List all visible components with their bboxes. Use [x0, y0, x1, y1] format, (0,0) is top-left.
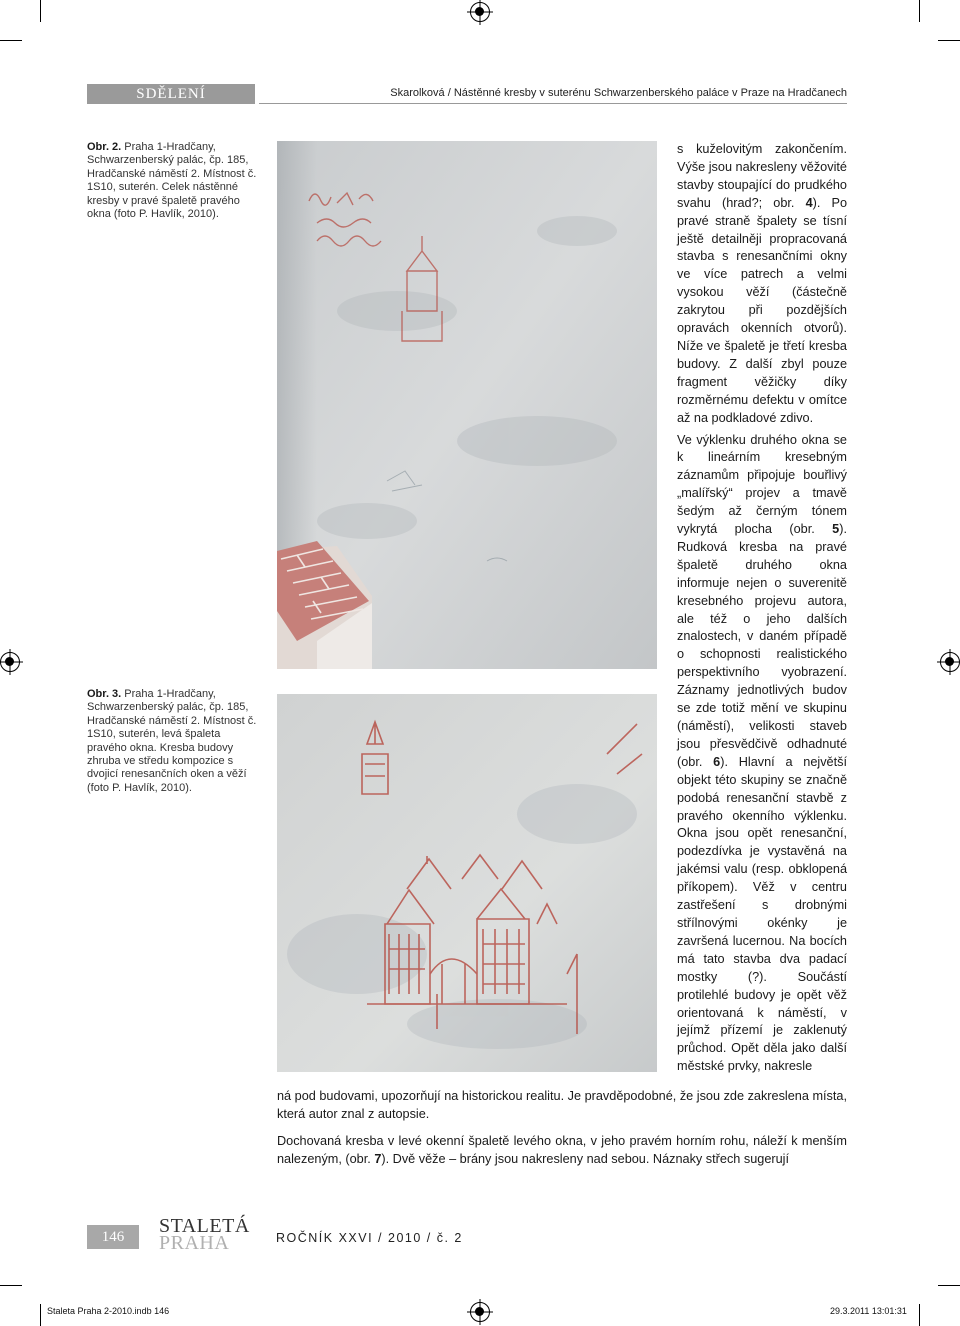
paragraph [677, 432, 847, 1077]
text-run: s kuželovitým zakončením. Výše jsou nakresleny věžovité stavby stoupající do prudkého svahu (hrad?; obr. [677, 142, 847, 210]
building-drawing-graphic [277, 694, 657, 1072]
crop-mark [40, 1304, 41, 1326]
text-run: Dochovaná kresba v levé okenní špaletě levého okna, v jeho pravém horním rohu, náleží k menším nalezeným, (obr. [277, 1133, 847, 1166]
slug-datetime: 29.3.2011 13:01:31 [830, 1306, 907, 1316]
paragraph [277, 1133, 847, 1169]
crop-mark [919, 1304, 920, 1326]
page-header [87, 84, 847, 104]
wall-photo-graphic [277, 141, 657, 669]
caption-fig2-label: Obr. 2. [87, 141, 122, 153]
text-run: Ve výklenku druhého okna se k lineárním kresebným záznamům připojuje bouřlivý „malířský“ projev a tmavě šedým až černým tónem vykrytá plocha (obr. [677, 432, 847, 537]
photo-fig2-wall-drawing [277, 141, 657, 669]
registration-mark-icon [940, 652, 960, 672]
caption-fig3-label: Obr. 3. [87, 688, 122, 700]
section-label: SDĚLENÍ [87, 84, 255, 104]
crop-mark [0, 40, 22, 41]
caption-fig2 [87, 141, 263, 221]
registration-mark-icon [0, 652, 20, 672]
registration-mark-icon [470, 2, 490, 22]
logo-line2: PRAHA [159, 1232, 230, 1254]
crop-mark [938, 1285, 960, 1286]
page-footer [87, 1215, 847, 1260]
text-run: ). Hlavní a největší objekt této skupiny se značně podobá renesanční stavbě z pravého okenního výklenku. Okna jsou opět renesanční, podezdívka je vystavěná na jakémsi valu (resp. obklopená příkopem). Věž v centru zastřešení s drobnými střílnovými okénky je završená lucernou. Na bocích má tato stavba dva padací mostky (?). Součástí protilehlé budovy je opět věž orientovaná k náměstí, v jejímž přízemí je zaklenutý průchod. Opět děla jako další městské prvky, nakresle [677, 754, 847, 1074]
caption-fig3 [87, 688, 263, 795]
crop-mark [0, 1285, 22, 1286]
logo-line1: STALETÁ [159, 1215, 250, 1237]
registration-mark-icon [470, 1302, 490, 1322]
figure-ref: 6 [713, 754, 721, 769]
volume-info: ROČNÍK XXVI / 2010 / č. 2 [276, 1231, 463, 1245]
page-number: 146 [87, 1225, 139, 1249]
crop-mark [938, 40, 960, 41]
body-column-right [677, 141, 847, 1076]
journal-logo [159, 1215, 250, 1254]
crop-mark [40, 0, 41, 22]
figure-ref: 4 [805, 195, 813, 210]
caption-fig3-text: Praha 1-Hradčany, Schwarzenberský palác, čp. 185, Hradčanské náměstí 2. Místnost č. 1S10, suterén, levá špaleta pravého okna. Kresba budovy zhruba ve středu kompozice s dvojicí renesančních oken a věží (foto P. Havlík, 2010). [87, 688, 257, 794]
crop-mark [919, 0, 920, 22]
slug-file: Staleta Praha 2-2010.indb 146 [47, 1306, 170, 1316]
photo-fig3-building-drawing [277, 694, 657, 1072]
figure-ref: 5 [832, 522, 840, 537]
figure-ref: 7 [374, 1151, 382, 1166]
header-rule [259, 103, 847, 104]
paragraph: ná pod budovami, upozorňují na historickou realitu. Je pravděpodobné, že jsou zde zakreslena místa, která autor znal z autopsie. [277, 1089, 847, 1121]
paragraph [677, 141, 847, 428]
caption-fig2-text: Praha 1-Hradčany, Schwarzenberský palác, čp. 185, Hradčanské náměstí 2. Místnost č. 1S10, suterén. Celek nástěnné kresby v pravé špaletě pravého okna (foto P. Havlík, 2010). [87, 141, 257, 221]
running-title: Skarolková / Nástěnné kresby v suterénu Schwarzenberského paláce v Praze na Hradčanech [390, 87, 847, 99]
text-run: ). Dvě věže – brány jsou nakresleny nad sebou. Náznaky střech sugerují [381, 1151, 790, 1166]
text-run: ). Rudková kresba na pravé špaletě druhého okna informuje nejen o suverenitě kresebného projevu autora, ale též o jeho dalších znalostech, v daném případě o schopnosti realistického perspektivního vyobrazení. Záznamy jednotlivých budov se zde totiž mění ve skupinu (náměstí), velikosti staveb jsou přesvědčivě odhadnuté (obr. [677, 522, 847, 769]
body-full-width [277, 1088, 847, 1169]
text-run: ). Po pravé straně špalety se tísní ještě detailněji propracovaná stavba s renesančními okny ve více patrech a velmi vysokou věží (částečně zakrytou při pozdějších opravách okenních otvorů). Níže ve špaletě je třetí kresba budovy. Z další zbyl pouze fragment věžičky díky rozměrnému defektu v omítce až na podkladové zdivo. [677, 195, 848, 425]
